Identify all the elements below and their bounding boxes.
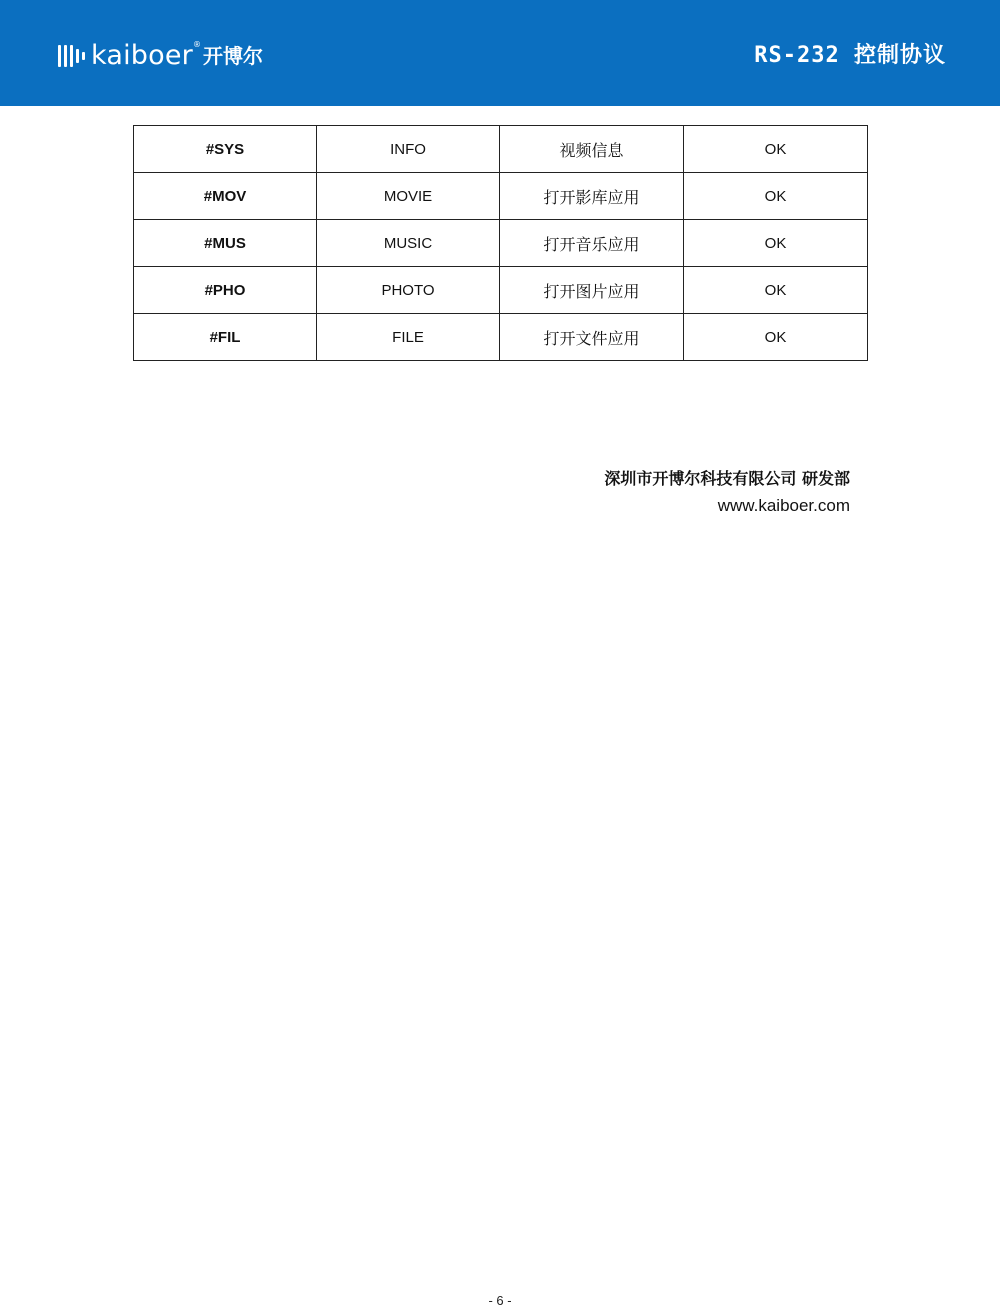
command-description-cell: 视频信息 <box>500 126 684 173</box>
document-title: RS-232 控制协议 <box>754 43 946 68</box>
table-row <box>134 267 868 314</box>
page-number: - 6 - <box>488 1293 512 1308</box>
command-description-cell: 打开图片应用 <box>500 267 684 314</box>
command-name-cell: INFO <box>317 126 500 173</box>
table-row <box>134 314 868 361</box>
command-response-cell: OK <box>684 267 868 314</box>
command-code-cell: #PHO <box>134 267 317 314</box>
command-description-cell: 打开文件应用 <box>500 314 684 361</box>
command-name-cell: FILE <box>317 314 500 361</box>
page-header <box>0 0 1000 106</box>
command-code-cell: #MUS <box>134 220 317 267</box>
command-response-cell: OK <box>684 220 868 267</box>
command-table <box>133 125 868 361</box>
command-name-cell: MUSIC <box>317 220 500 267</box>
command-description-cell: 打开影库应用 <box>500 173 684 220</box>
company-website: www.kaiboer.com <box>717 496 850 515</box>
command-name-cell: MOVIE <box>317 173 500 220</box>
kaiboer-logo <box>58 38 263 74</box>
command-code-cell: #SYS <box>134 126 317 173</box>
company-department: 深圳市开博尔科技有限公司 研发部 <box>604 469 850 488</box>
command-response-cell: OK <box>684 314 868 361</box>
command-response-cell: OK <box>684 126 868 173</box>
table-row <box>134 126 868 173</box>
command-name-cell: PHOTO <box>317 267 500 314</box>
command-description-cell: 打开音乐应用 <box>500 220 684 267</box>
table-row <box>134 220 868 267</box>
command-response-cell: OK <box>684 173 868 220</box>
logo-brand-chinese: 开博尔 <box>202 44 263 68</box>
logo-brand-name: kaiboer <box>91 40 193 71</box>
command-code-cell: #MOV <box>134 173 317 220</box>
sound-bars-logo-icon <box>58 45 85 67</box>
table-row <box>134 173 868 220</box>
logo-registered-mark: ® <box>192 40 201 49</box>
command-code-cell: #FIL <box>134 314 317 361</box>
